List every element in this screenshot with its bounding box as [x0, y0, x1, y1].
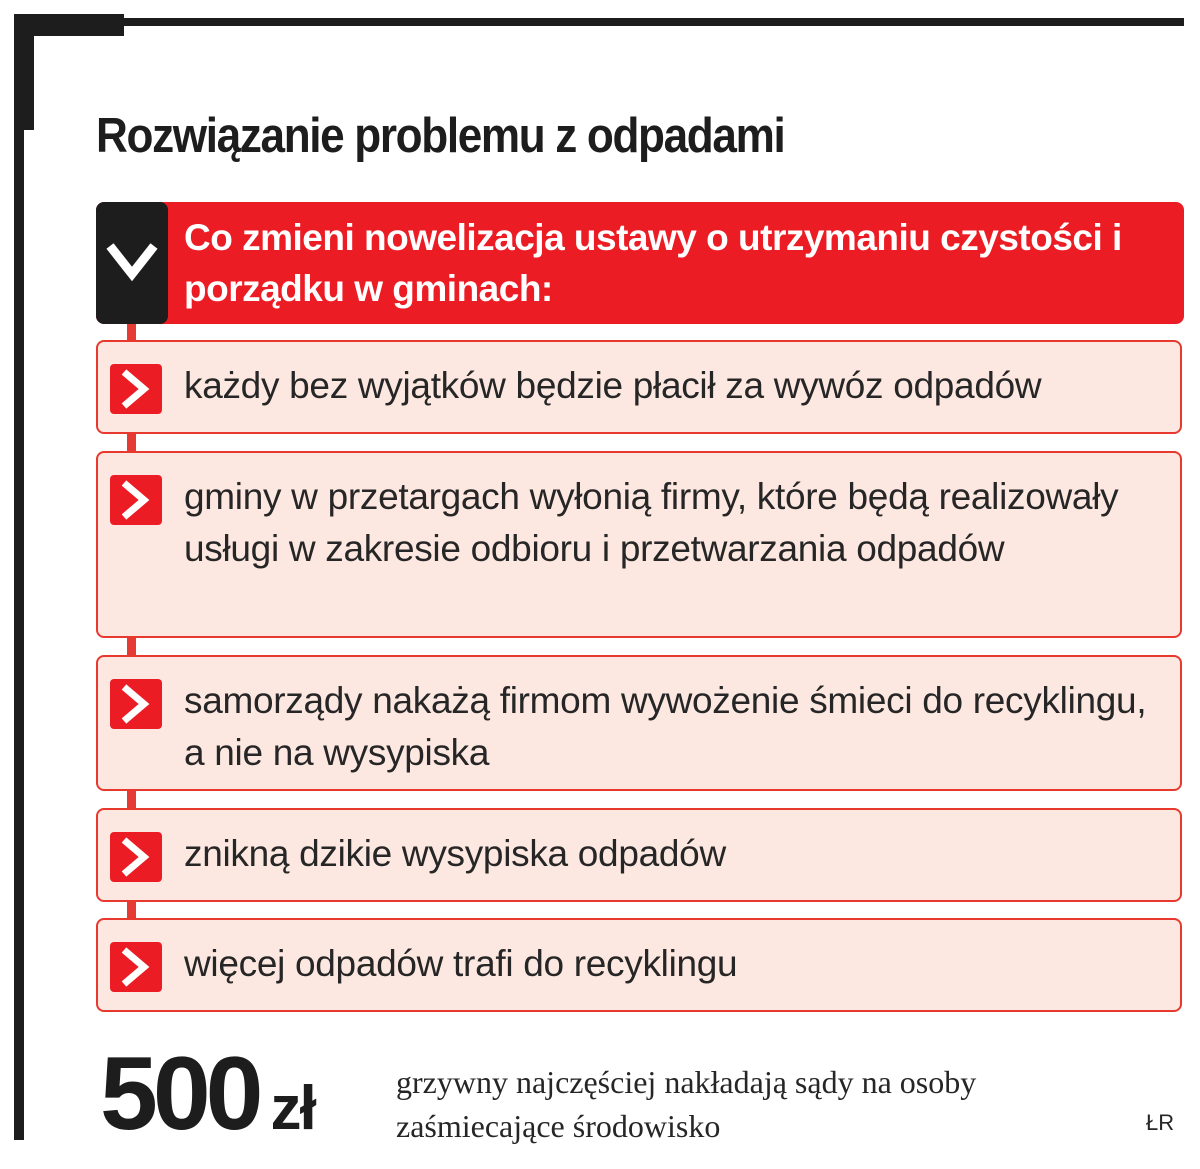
fine-description: grzywny najczęściej nakładają sądy na osoby zaśmiecające środowisko [396, 1064, 977, 1144]
list-item [96, 340, 1182, 434]
chevron-right-icon [110, 679, 162, 729]
chevron-down-icon [104, 240, 160, 284]
frame-top-line [14, 18, 1184, 26]
list-item-text: każdy bez wyjątków będzie płacił za wywóz odpadów [184, 365, 1042, 406]
list-item [96, 808, 1182, 902]
list-item-text: znikną dzikie wysypiska odpadów [184, 833, 726, 874]
header-tab [96, 202, 168, 324]
chevron-right-icon [110, 942, 162, 992]
fine-amount-value: 500 [100, 1036, 259, 1152]
chevron-right-icon [110, 832, 162, 882]
frame-left-line [14, 14, 24, 1140]
chevron-right-icon [110, 364, 162, 414]
fine-amount-unit: zł [270, 1074, 315, 1143]
chevron-right-icon [110, 475, 162, 525]
fine-amount [100, 1034, 315, 1169]
list-item [96, 451, 1182, 638]
list-item-text: samorządy nakażą firmom wywożenie śmieci do recyklingu, a nie na wysypiska [184, 680, 1147, 773]
frame-corner-left [14, 14, 34, 130]
list-item-text: gminy w przetargach wyłonią firmy, które będą realizowały usługi w zakresie odbioru i przetwarzania odpadów [184, 476, 1119, 569]
author-credit: ŁR [1146, 1110, 1175, 1135]
list-item [96, 918, 1182, 1012]
list-item [96, 655, 1182, 791]
list-item-text: więcej odpadów trafi do recyklingu [184, 943, 738, 984]
header-text: Co zmieni nowelizacja ustawy o utrzymaniu czystości i porządku w gminach: [184, 217, 1122, 309]
infographic-title: Rozwiązanie problemu z odpadami [96, 109, 785, 163]
